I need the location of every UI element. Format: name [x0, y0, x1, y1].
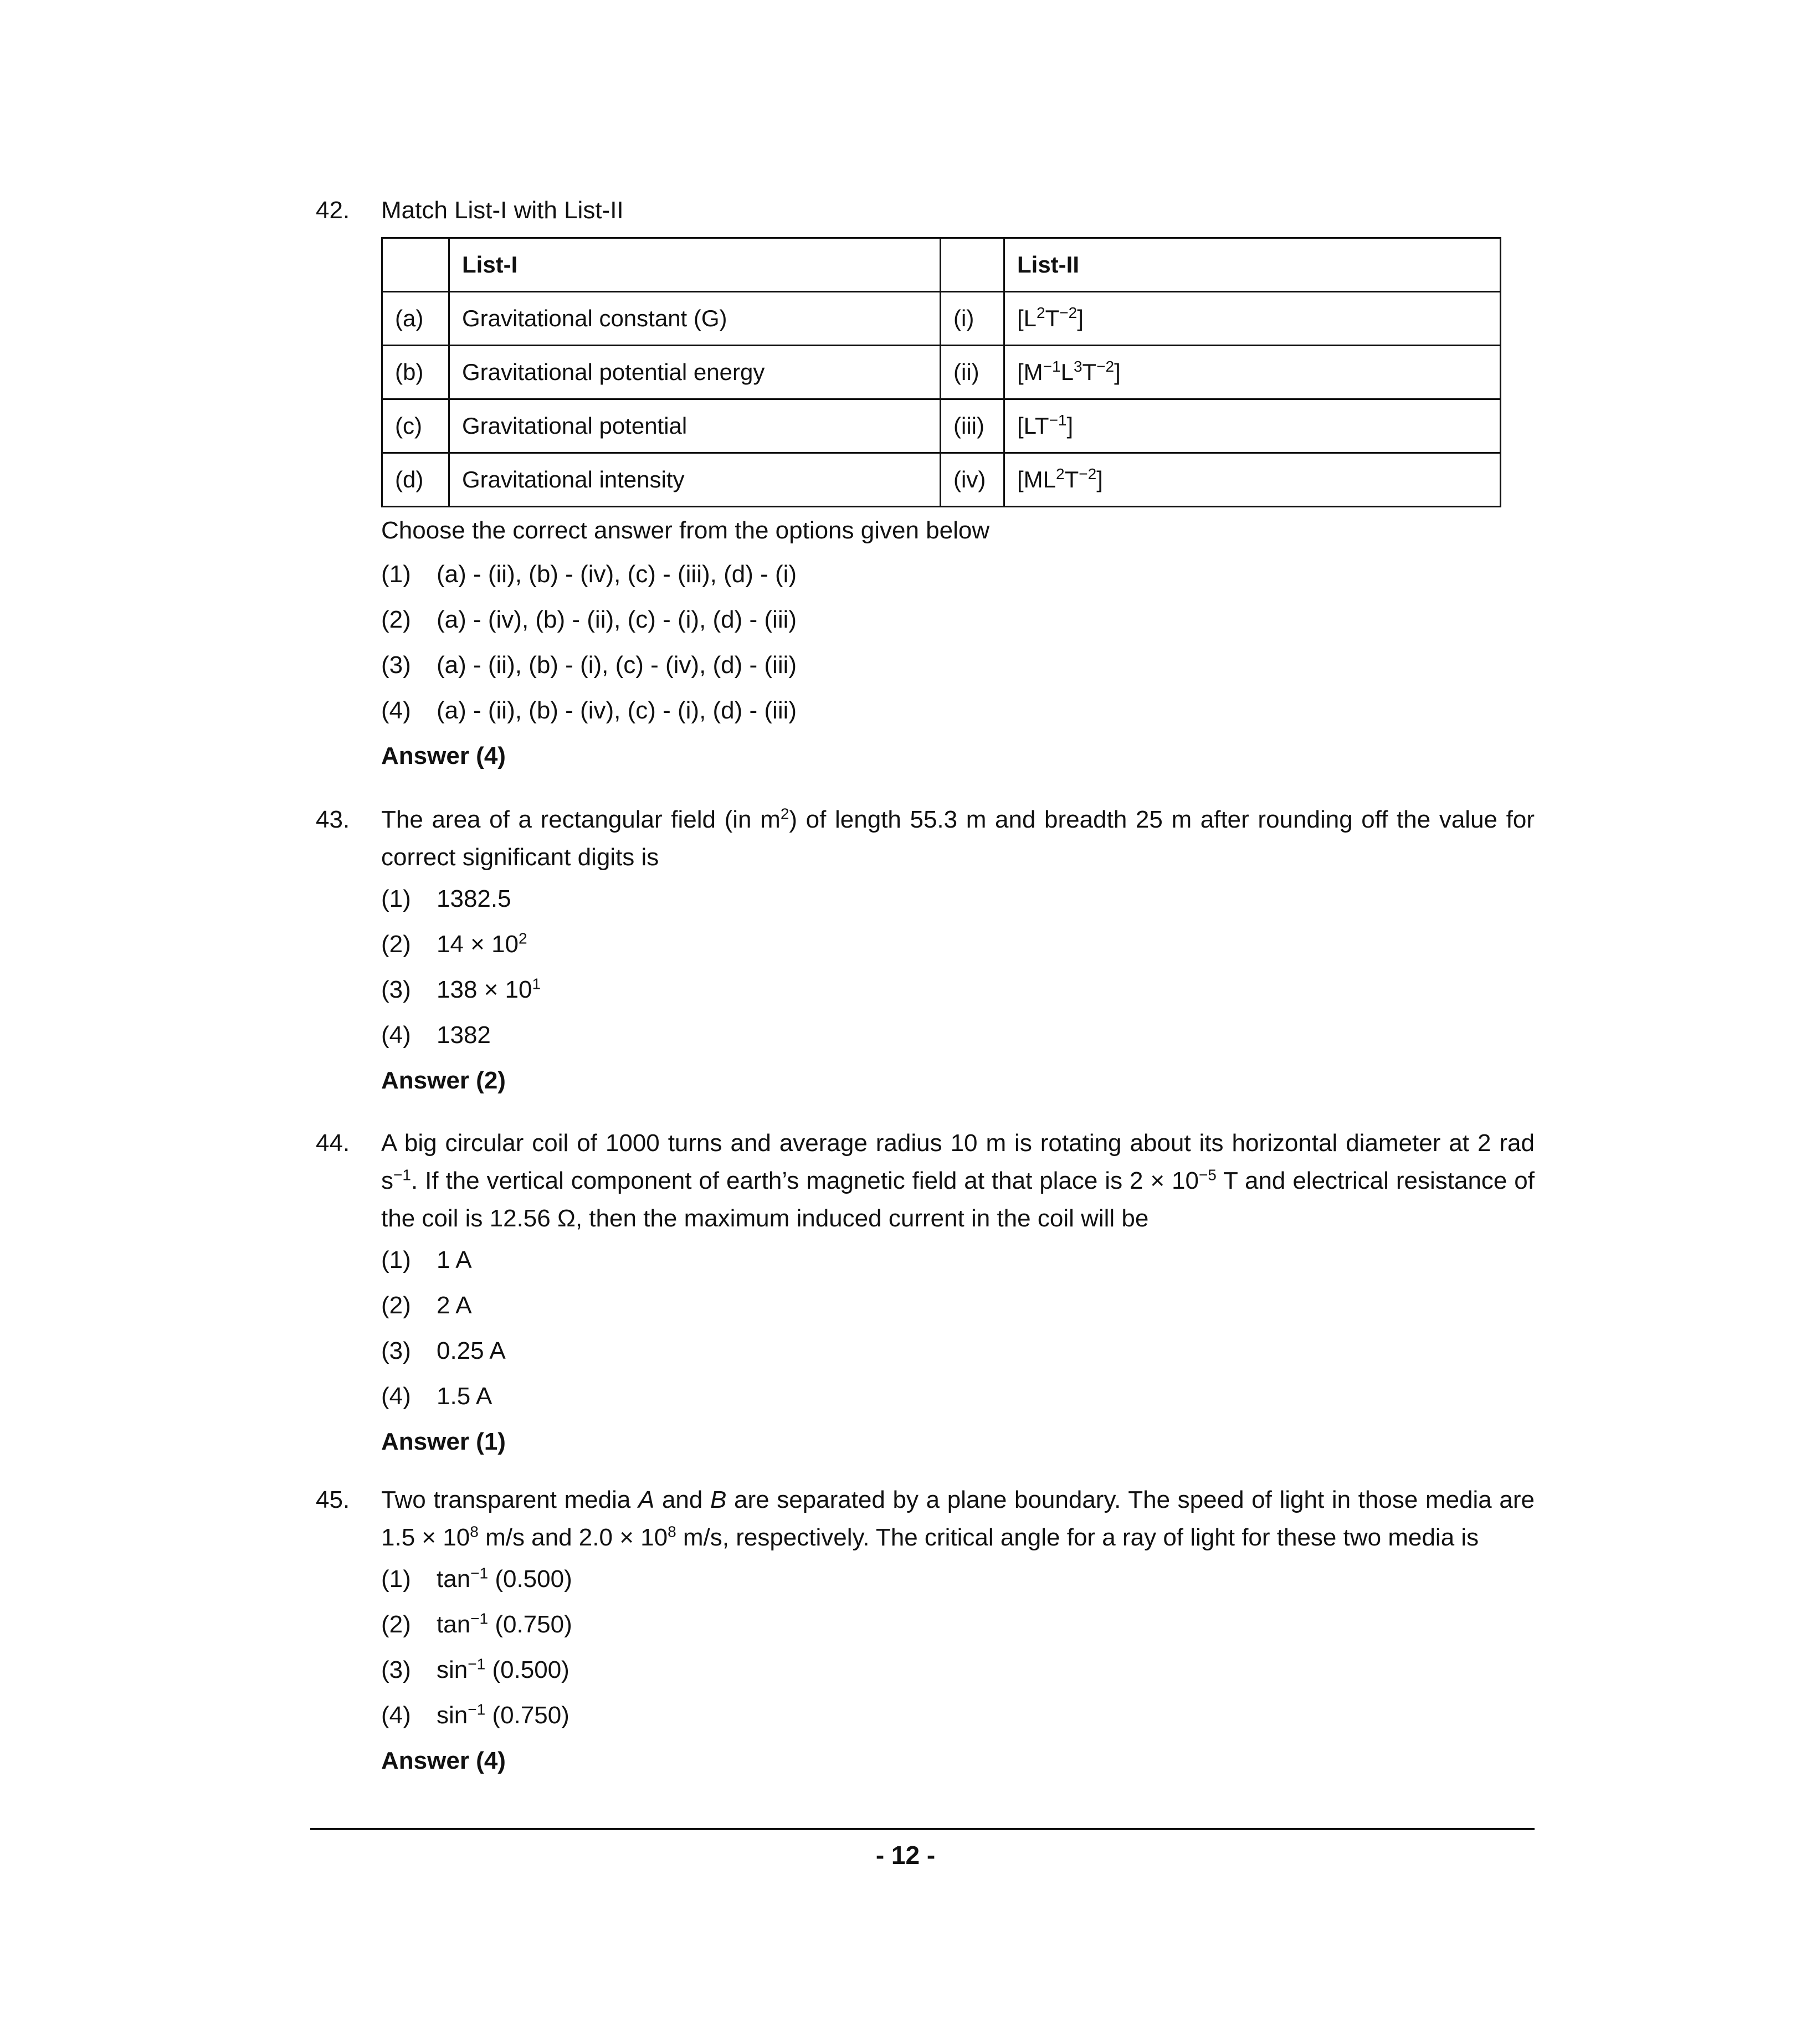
question-number: 43.: [316, 806, 350, 833]
option-text: (a) - (ii), (b) - (iv), (c) - (i), (d) - (iii): [437, 697, 797, 724]
list-1-label: (d): [382, 453, 449, 507]
option-number: (4): [381, 1702, 411, 1729]
table-header-row: [382, 238, 1501, 292]
option-text: 1 A: [437, 1246, 472, 1273]
option: [381, 1693, 1535, 1738]
option: [381, 1013, 1535, 1058]
option-text: 2 A: [437, 1292, 472, 1319]
answer-label: Answer (4): [381, 1747, 506, 1774]
option-text: $\sin^{-1} (0.500)$: [437, 1655, 570, 1683]
option-number: (1): [381, 885, 411, 912]
option: [381, 643, 1535, 688]
option-text: $\sin^{-1} (0.750)$: [437, 1701, 570, 1729]
question-body: [381, 192, 1535, 779]
footer-divider: [310, 1828, 1535, 1830]
table-row: [382, 346, 1501, 399]
option: [381, 1557, 1535, 1602]
option: [381, 1283, 1535, 1328]
question-body: [381, 1124, 1535, 1465]
list-1-item: Gravitational potential: [449, 399, 941, 453]
option-number: (2): [381, 1292, 411, 1319]
list-2-item: $[L^2T^{-2}]$: [1004, 292, 1501, 346]
question-text: Two transparent media A and B are separated by a plane boundary. The speed of light in those media are $1.5 \times 10^8$ m/s and $2.0 \times 10^8$ m/s, respectively. The critical angle for a ray of light for these two media is: [381, 1486, 1535, 1551]
option-number: (3): [381, 1337, 411, 1364]
option-text: 0.25 A: [437, 1337, 506, 1364]
option: [381, 1647, 1535, 1693]
option-number: (4): [381, 697, 411, 724]
list-2-label: (ii): [941, 346, 1004, 399]
option-text: 1.5 A: [437, 1383, 492, 1410]
option-text: 1382.5: [437, 885, 511, 912]
table-header-cell: [382, 238, 449, 292]
answer-label: Answer (4): [381, 742, 506, 769]
question-number: 44.: [316, 1129, 350, 1157]
list-2-item: $[LT^{-1}]$: [1004, 399, 1501, 453]
page-number: - 12 -: [875, 1841, 936, 1870]
option: [381, 688, 1535, 733]
question-number: 42.: [316, 197, 350, 224]
option: [381, 597, 1535, 643]
option-number: (3): [381, 651, 411, 679]
table-header-cell: [941, 238, 1004, 292]
option-number: (2): [381, 931, 411, 958]
option: [381, 1237, 1535, 1283]
list-2-item: $[ML^2T^{-2}]$: [1004, 453, 1501, 507]
question-body: [381, 1481, 1535, 1784]
option-number: (4): [381, 1383, 411, 1410]
list-2-item: $[M^{-1}L^3T^{-2}]$: [1004, 346, 1501, 399]
option-number: (1): [381, 561, 411, 588]
option: [381, 922, 1535, 967]
option: [381, 1374, 1535, 1419]
list-1-item: Gravitational potential energy: [449, 346, 941, 399]
option-text: 1382: [437, 1021, 491, 1049]
option-number: (2): [381, 1611, 411, 1638]
table-row: [382, 399, 1501, 453]
question-body: [381, 801, 1535, 1103]
option-text: $14 \times 10^2$: [437, 929, 527, 958]
option: [381, 967, 1535, 1013]
option: [381, 1328, 1535, 1374]
question-number: 45.: [316, 1486, 350, 1513]
option-number: (3): [381, 1656, 411, 1683]
list-2-header: List-II: [1004, 238, 1501, 292]
answer-label: Answer (2): [381, 1067, 506, 1094]
option: [381, 876, 1535, 922]
question-text: The area of a rectangular field (in $m^2$) of length 55.3 m and breadth 25 m after rounding off the value for correct significant digits is: [381, 805, 1535, 871]
list-2-label: (i): [941, 292, 1004, 346]
option-number: (1): [381, 1246, 411, 1273]
list-1-item: Gravitational constant (G): [449, 292, 941, 346]
match-table: [381, 237, 1501, 507]
question-text: A big circular coil of 1000 turns and average radius 10 m is rotating about its horizontal diameter at 2 rad $s^{-1}$. If the vertical component of earth’s magnetic field at that place is $2 \times 10^{-5}$ T and electrical resistance of the coil is 12.56 Ω, then the maximum induced current in the coil will be: [381, 1129, 1535, 1232]
list-1-item: Gravitational intensity: [449, 453, 941, 507]
option-text: (a) - (iv), (b) - (ii), (c) - (i), (d) - (iii): [437, 606, 797, 633]
choose-instruction: Choose the correct answer from the options given below: [381, 517, 990, 544]
table-row: [382, 292, 1501, 346]
list-1-label: (b): [382, 346, 449, 399]
list-2-label: (iv): [941, 453, 1004, 507]
option-number: (3): [381, 976, 411, 1003]
table-row: [382, 453, 1501, 507]
answer-label: Answer (1): [381, 1428, 506, 1455]
list-2-label: (iii): [941, 399, 1004, 453]
list-1-label: (a): [382, 292, 449, 346]
option-text: (a) - (ii), (b) - (i), (c) - (iv), (d) - (iii): [437, 651, 797, 679]
option-text: (a) - (ii), (b) - (iv), (c) - (iii), (d) - (i): [437, 561, 797, 588]
option-text: $\tan^{-1} (0.500)$: [437, 1564, 572, 1593]
option-number: (1): [381, 1565, 411, 1593]
list-1-header: List-I: [449, 238, 941, 292]
question-text: Match List-I with List-II: [381, 197, 624, 224]
option-text: $\tan^{-1} (0.750)$: [437, 1610, 572, 1638]
option-number: (2): [381, 606, 411, 633]
option-text: $138 \times 10^1$: [437, 975, 541, 1003]
option-number: (4): [381, 1021, 411, 1049]
option: [381, 1602, 1535, 1647]
list-1-label: (c): [382, 399, 449, 453]
option: [381, 552, 1535, 597]
